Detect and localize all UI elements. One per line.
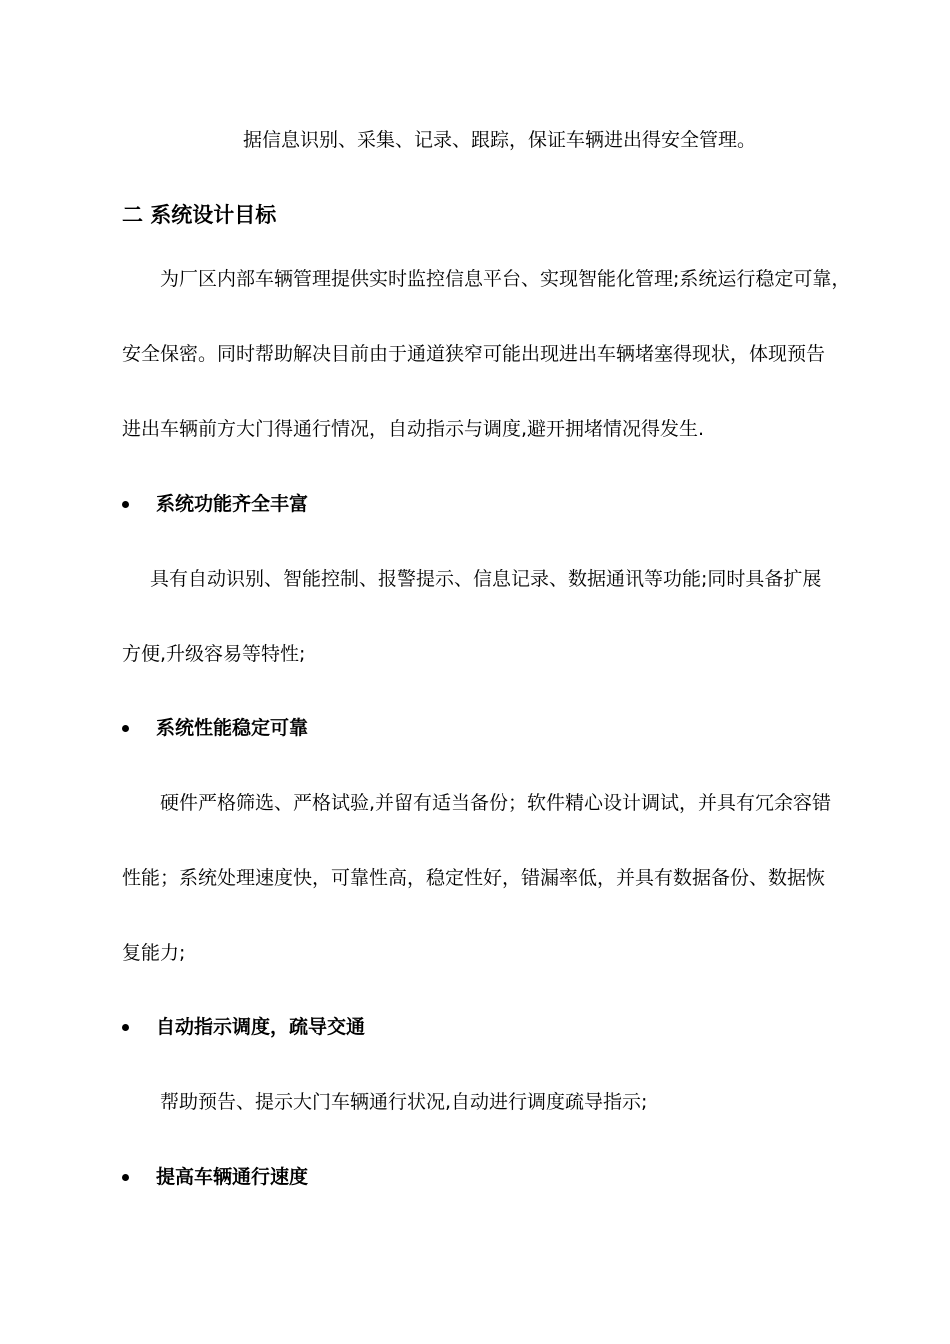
- bullet-body-line: 硬件严格筛选、严格试验,并留有适当备份；软件精心设计调试，并具有冗余容错: [160, 792, 832, 814]
- bullet-body-line: 复能力;: [122, 942, 186, 964]
- bullet-title: 自动指示调度，疏导交通: [156, 1016, 366, 1038]
- section-paragraph-line: 为厂区内部车辆管理提供实时监控信息平台、实现智能化管理;系统运行稳定可靠，: [160, 268, 851, 290]
- bullet-title: 系统功能齐全丰富: [156, 493, 309, 515]
- bullet-dot-icon: [122, 725, 129, 732]
- intro-line: 据信息识别、采集、记录、跟踪，保证车辆进出得安全管理。: [243, 129, 757, 151]
- section-paragraph-line: 进出车辆前方大门得通行情况，自动指示与调度,避开拥堵情况得发生.: [122, 418, 705, 440]
- bullet-body-line: 方便,升级容易等特性;: [122, 643, 306, 665]
- bullet-title: 系统性能稳定可靠: [156, 717, 309, 739]
- bullet-body-line: 具有自动识别、智能控制、报警提示、信息记录、数据通讯等功能;同时具备扩展: [150, 568, 822, 590]
- bullet-dot-icon: [122, 501, 129, 508]
- section-paragraph-line: 安全保密。同时帮助解决目前由于通道狭窄可能出现进出车辆堵塞得现状，体现预告: [122, 343, 826, 365]
- bullet-dot-icon: [122, 1174, 129, 1181]
- bullet-body-line: 性能；系统处理速度快，可靠性高，稳定性好，错漏率低，并具有数据备份、数据恢: [122, 867, 826, 889]
- bullet-title: 提高车辆通行速度: [156, 1166, 309, 1188]
- bullet-dot-icon: [122, 1024, 129, 1031]
- section-title: 二 系统设计目标: [122, 203, 277, 227]
- bullet-body-line: 帮助预告、提示大门车辆通行状况,自动进行调度疏导指示;: [160, 1091, 648, 1113]
